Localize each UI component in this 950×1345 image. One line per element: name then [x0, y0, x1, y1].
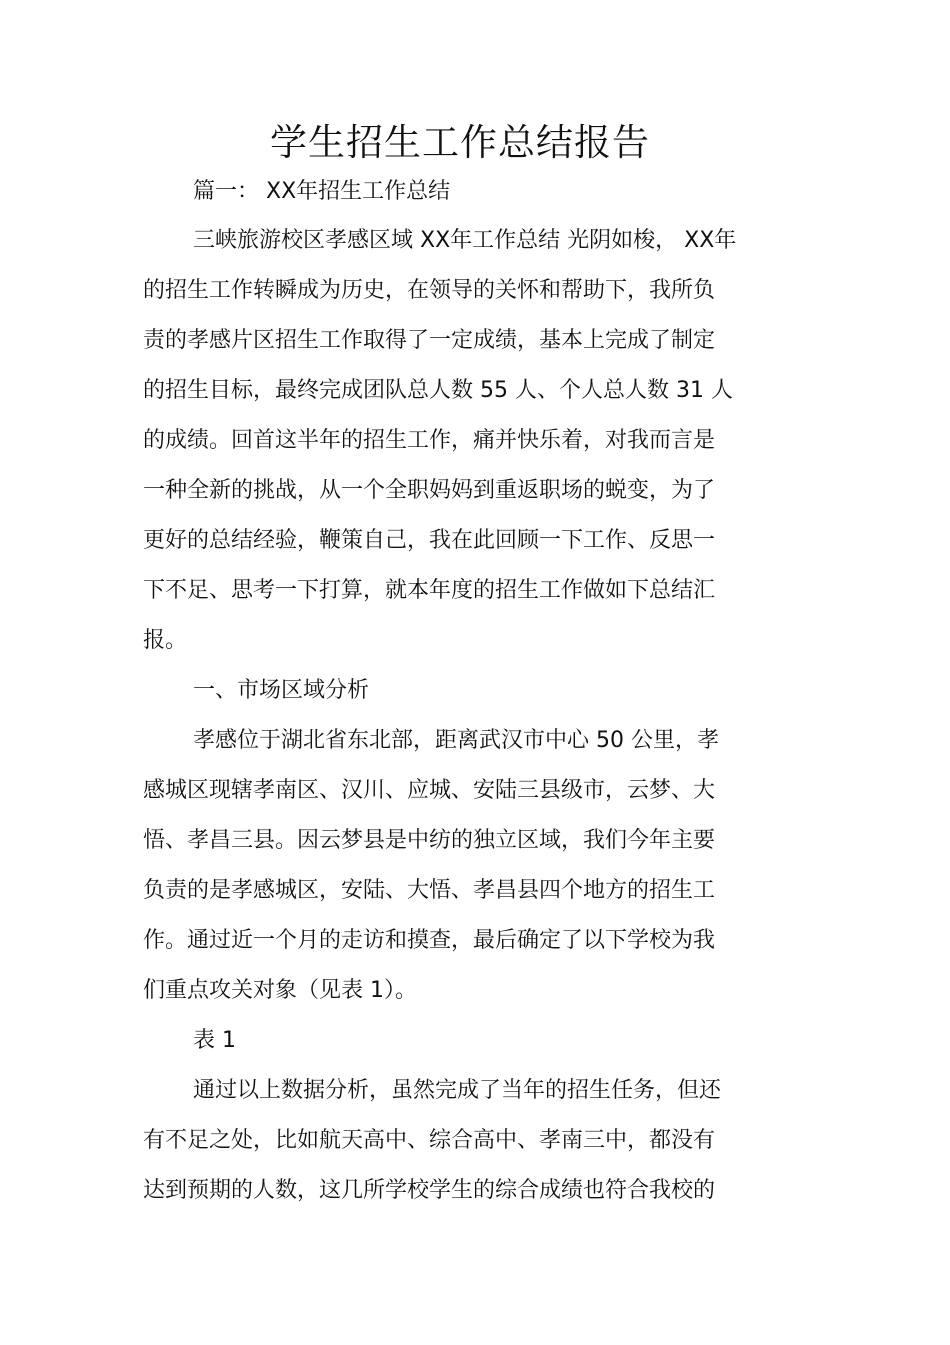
paragraph-line: 通过以上数据分析，虽然完成了当年的招生任务，但还 [193, 1078, 722, 1103]
table-caption: 表 1 [193, 1028, 236, 1053]
subtitle-line: 篇一： XX年招生工作总结 [193, 179, 451, 204]
document-title: 学生招生工作总结报告 [270, 121, 650, 164]
paragraph-line: 负责的是孝感城区，安陆、大悟、孝昌县四个地方的招生工 [143, 878, 716, 903]
paragraph-line: 报。 [143, 628, 188, 653]
paragraph-line: 一种全新的挑战，从一个全职妈妈到重返职场的蜕变，为了 [143, 478, 716, 503]
paragraph-line: 更好的总结经验，鞭策自己，我在此回顾一下工作、反思一 [143, 528, 716, 553]
section-heading: 一、市场区域分析 [193, 678, 370, 703]
paragraph-line: 的招生目标，最终完成团队总人数 55 人、个人总人数 31 人 [143, 378, 733, 403]
paragraph-line: 悟、孝昌三县。因云梦县是中纺的独立区域，我们今年主要 [143, 828, 716, 853]
paragraph-line: 们重点攻关对象（见表 1）。 [143, 978, 417, 1003]
paragraph-line: 三峡旅游校区孝感区域 XX年工作总结 光阴如梭， XX年 [193, 228, 737, 253]
paragraph-line: 的招生工作转瞬成为历史，在领导的关怀和帮助下，我所负 [143, 278, 716, 303]
paragraph-line: 责的孝感片区招生工作取得了一定成绩，基本上完成了制定 [143, 328, 716, 353]
paragraph-line: 感城区现辖孝南区、汉川、应城、安陆三县级市，云梦、大 [143, 778, 716, 803]
paragraph-line: 的成绩。回首这半年的招生工作，痛并快乐着，对我而言是 [143, 428, 716, 453]
paragraph-line: 有不足之处，比如航天高中、综合高中、孝南三中，都没有 [143, 1128, 716, 1153]
paragraph-line: 下不足、思考一下打算，就本年度的招生工作做如下总结汇 [143, 578, 716, 603]
paragraph-line: 作。通过近一个月的走访和摸查，最后确定了以下学校为我 [143, 928, 716, 953]
paragraph-line: 孝感位于湖北省东北部，距离武汉市中心 50 公里，孝 [193, 728, 719, 753]
paragraph-line: 达到预期的人数，这几所学校学生的综合成绩也符合我校的 [143, 1178, 716, 1203]
